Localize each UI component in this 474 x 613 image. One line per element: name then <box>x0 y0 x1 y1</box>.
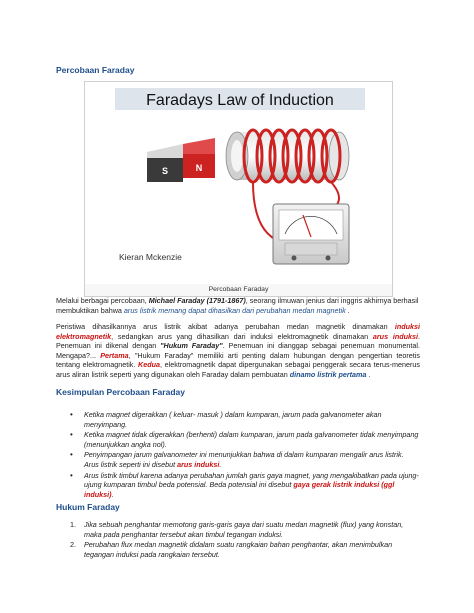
para2-text-1: Peristiwa dihasilkannya arus listrik akibat adanya perubahan medan magnetik dinamakan <box>56 322 395 331</box>
section-title-percobaan: Percobaan Faraday <box>56 65 135 75</box>
intro-paragraph <box>56 296 420 315</box>
term-hukum-faraday: "Hukum Faraday" <box>160 341 223 351</box>
kesimpulan-after-3: . <box>219 459 222 469</box>
para2-text-2: , sedangkan arus yang dihasilkan dari induksi elektromagnetik dinamakan <box>111 331 373 341</box>
para2-text-4: . Penemuan ini dianggap sebagai penemuan monumental. Mengapa?... <box>56 341 420 360</box>
hukum-list <box>70 520 420 560</box>
intro-text-3: . <box>345 305 350 315</box>
list-item <box>70 430 420 449</box>
list-number: 2. <box>70 540 76 550</box>
hukum-text-1: Jika sebuah penghantar memotong garis-garis gaya dari suatu medan magnetik (flux) yang konstan, maka pada penghantar tersebut akan timbul tegangan induksi. <box>84 520 404 539</box>
term-kedua: Kedua <box>138 360 161 370</box>
section-title-hukum: Hukum Faraday <box>56 502 120 512</box>
image-credit: Kieran Mckenzie <box>119 252 182 262</box>
intro-text-2: , seorang ilmuwan jenius dari inggris akhirnya berhasil membuktikan bahwa <box>56 296 419 315</box>
bullet-icon: • <box>70 430 73 440</box>
para2-text-3: . Penemuan ini dikenal dengan <box>56 331 420 351</box>
list-number: 1. <box>70 520 76 529</box>
kesimpulan-text-3: Penyimpangan jarum galvanometer ini menunjukkan bahwa di dalam kumparan mengalir arus listrik. Arus listrik seperti ini disebut <box>84 450 404 469</box>
para2-text-7: . <box>366 369 371 379</box>
kesimpulan-list <box>70 410 420 500</box>
list-item <box>70 410 420 429</box>
intro-emphasis: arus listrik memang dapat dihasilkan dari perubahan medan magnetik <box>123 305 346 315</box>
kesimpulan-after-4: . <box>111 489 114 499</box>
faraday-illustration <box>85 82 392 285</box>
bullet-icon: • <box>70 450 73 460</box>
term-dinamo: dinamo listrik pertama <box>289 369 367 379</box>
term-arus-induksi-2: arus induksi <box>177 459 220 469</box>
term-pertama: Pertama <box>100 350 129 360</box>
bar-magnet <box>147 138 215 182</box>
galvanometer <box>273 204 349 264</box>
faraday-name: Michael Faraday (1791-1867) <box>148 296 246 305</box>
magnet-pole-n: N <box>195 163 203 173</box>
hukum-text-2: Perubahan flux medan magnetik didalam suatu rangkaian bahan penghantar, akan menimbulkan tegangan induksi pada rangkaian tersebut. <box>84 540 393 559</box>
image-title: Faradays Law of Induction <box>146 92 334 109</box>
kesimpulan-text-4: Arus listrik timbul karena adanya perubahan jumlah garis gaya magnet, yang mengakibatkan pada ujung-ujung kumparan timbul beda potensial. Beda potensial ini disebut <box>84 470 419 490</box>
list-item <box>70 520 420 539</box>
list-item <box>70 540 420 559</box>
kesimpulan-text-2: Ketika magnet tidak digerakkan (berhenti) dalam kumparan, jarum pada galvanometer tidak menyimpang (menunjukkan angka nol). <box>84 430 419 449</box>
kesimpulan-text-1: Ketika magnet digerakkan ( keluar- masuk ) dalam kumparan, jarum pada galvanometer akan menyimpang. <box>84 410 382 429</box>
term-induksi-elektromagnetik: induksi elektromagnetik <box>56 322 420 341</box>
faraday-figure <box>84 81 393 286</box>
intro-text-1: Melalui berbagai percobaan, <box>56 296 149 305</box>
figure-caption: Percobaan Faraday <box>84 284 393 297</box>
term-ggl-induksi: gaya gerak listrik induksi (ggl induksi) <box>84 480 395 499</box>
magnet-pole-s: S <box>161 166 169 176</box>
bullet-icon: • <box>70 410 73 419</box>
list-item <box>70 450 420 469</box>
bullet-icon: • <box>70 470 73 480</box>
para2-text-5: , "Hukum Faraday" memiliki arti penting dalam hubungan dengan pengertian teoretis tentang elektromagnetik. <box>56 350 420 370</box>
term-arus-induksi: arus induksi <box>372 331 418 341</box>
section-title-kesimpulan: Kesimpulan Percobaan Faraday <box>56 387 185 397</box>
list-item <box>70 470 420 500</box>
induction-paragraph <box>56 322 420 380</box>
para2-text-6: , elektromagnetik dapat dipergunakan sebagai penggerak secara terus-menerus arus aliran listrik seperti yang digunakan oleh Faraday dalam pembuatan <box>56 360 420 379</box>
